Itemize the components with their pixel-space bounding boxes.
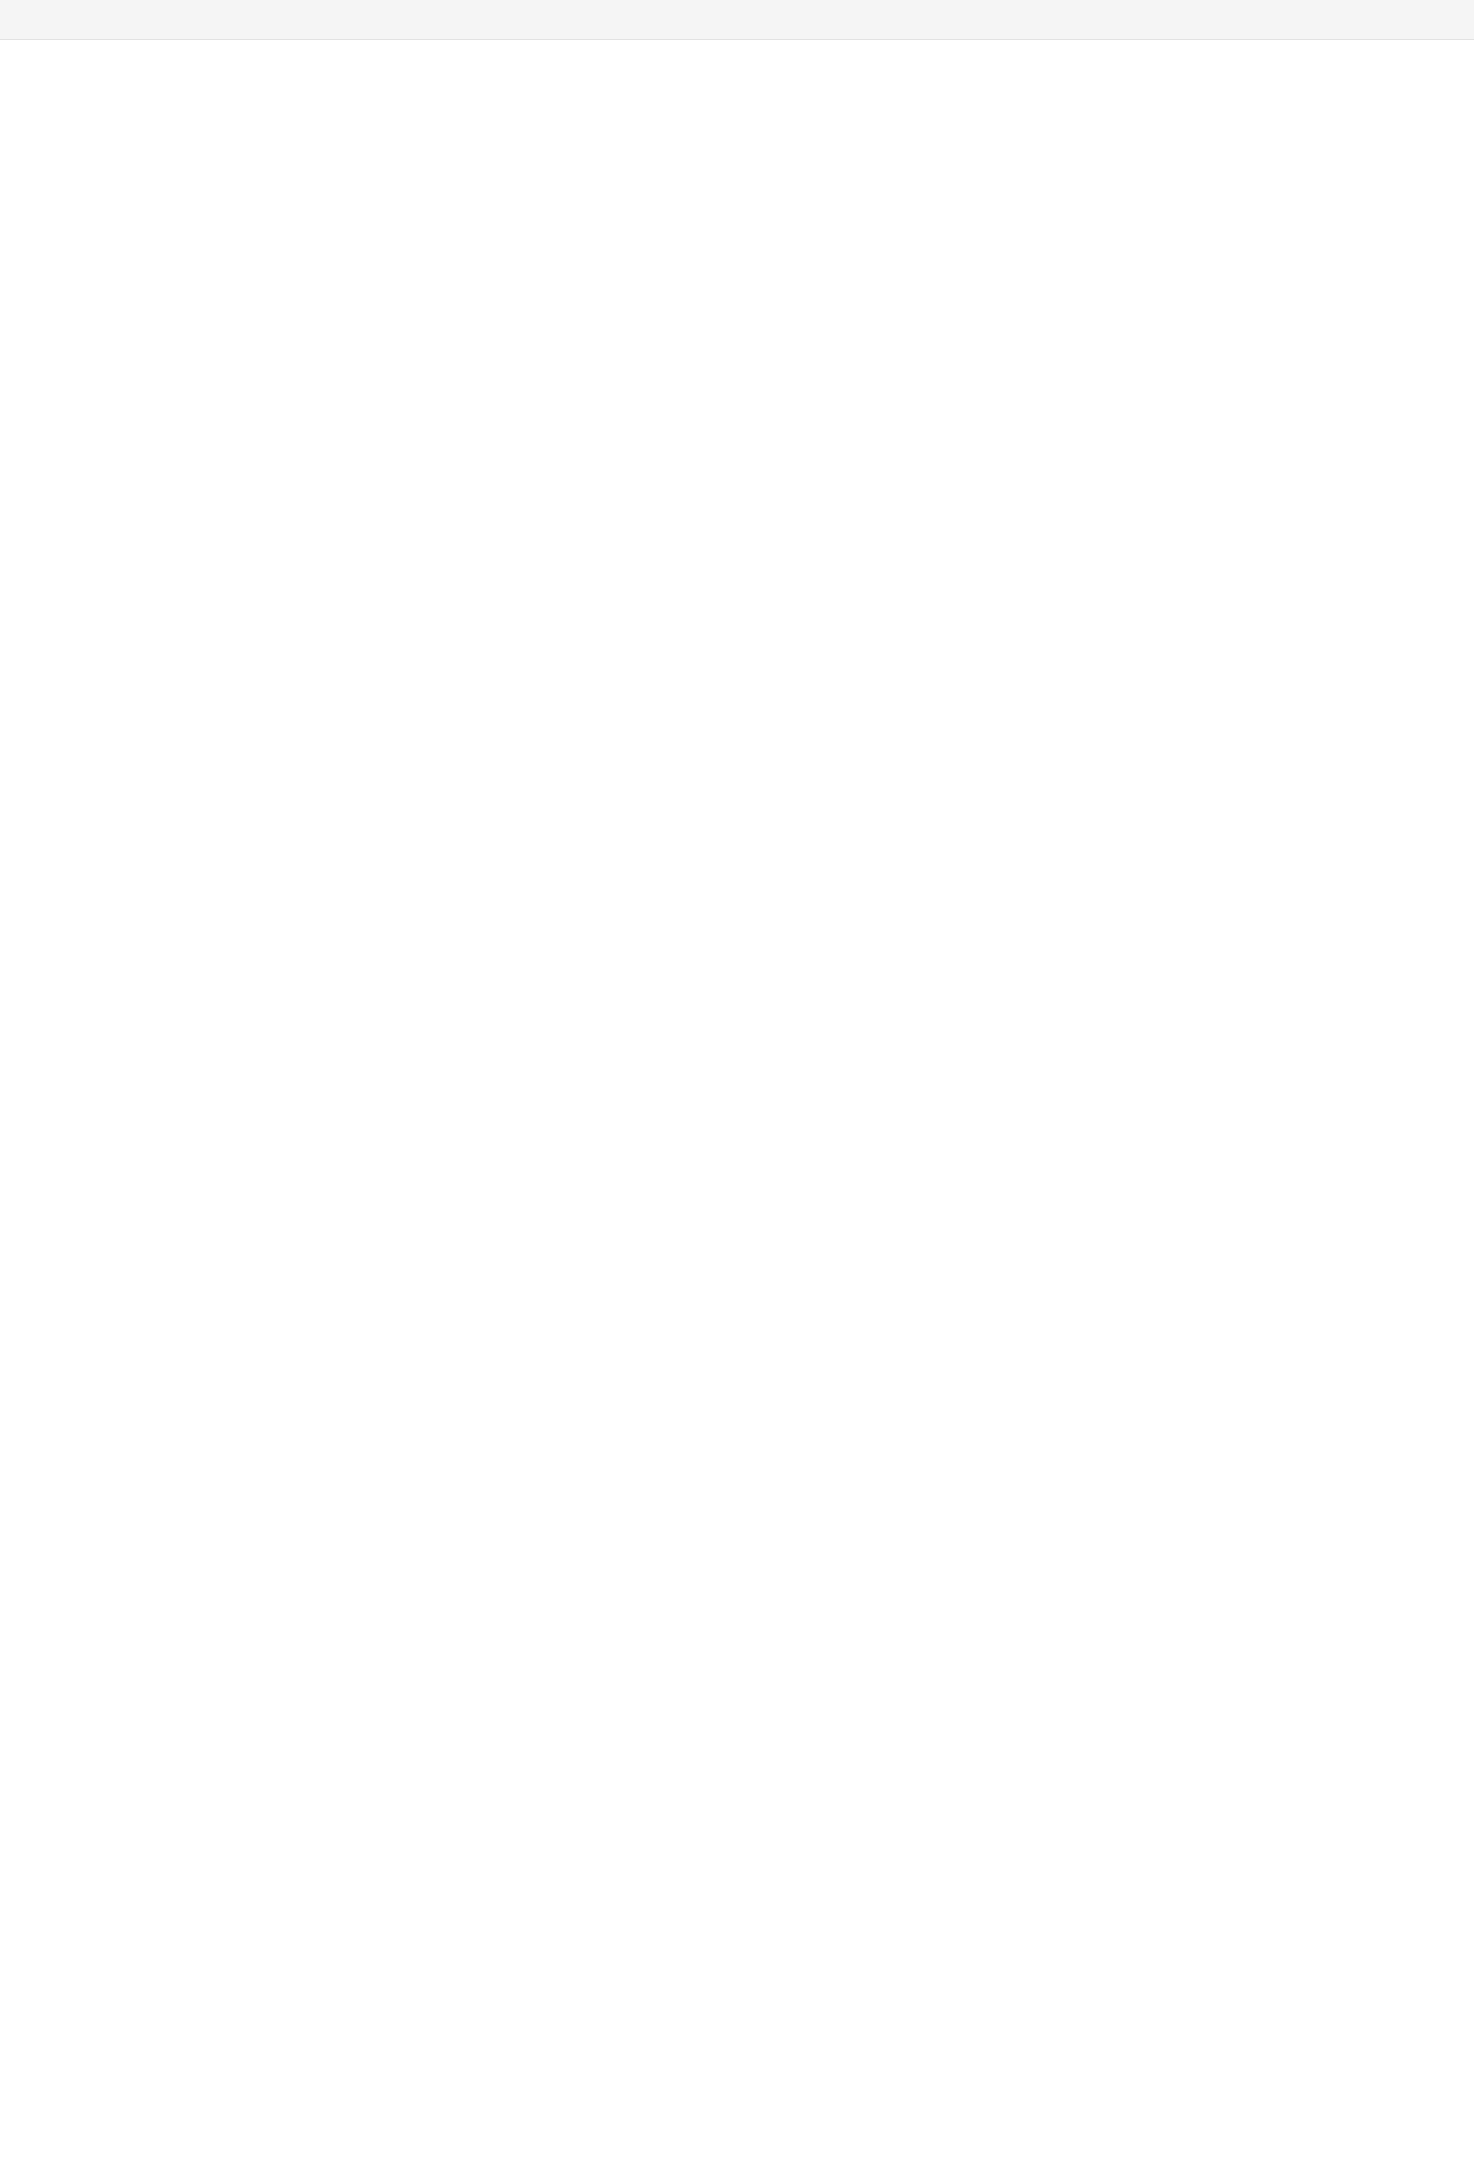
window-body [0,40,1474,2162]
window-titlebar [0,0,1474,40]
